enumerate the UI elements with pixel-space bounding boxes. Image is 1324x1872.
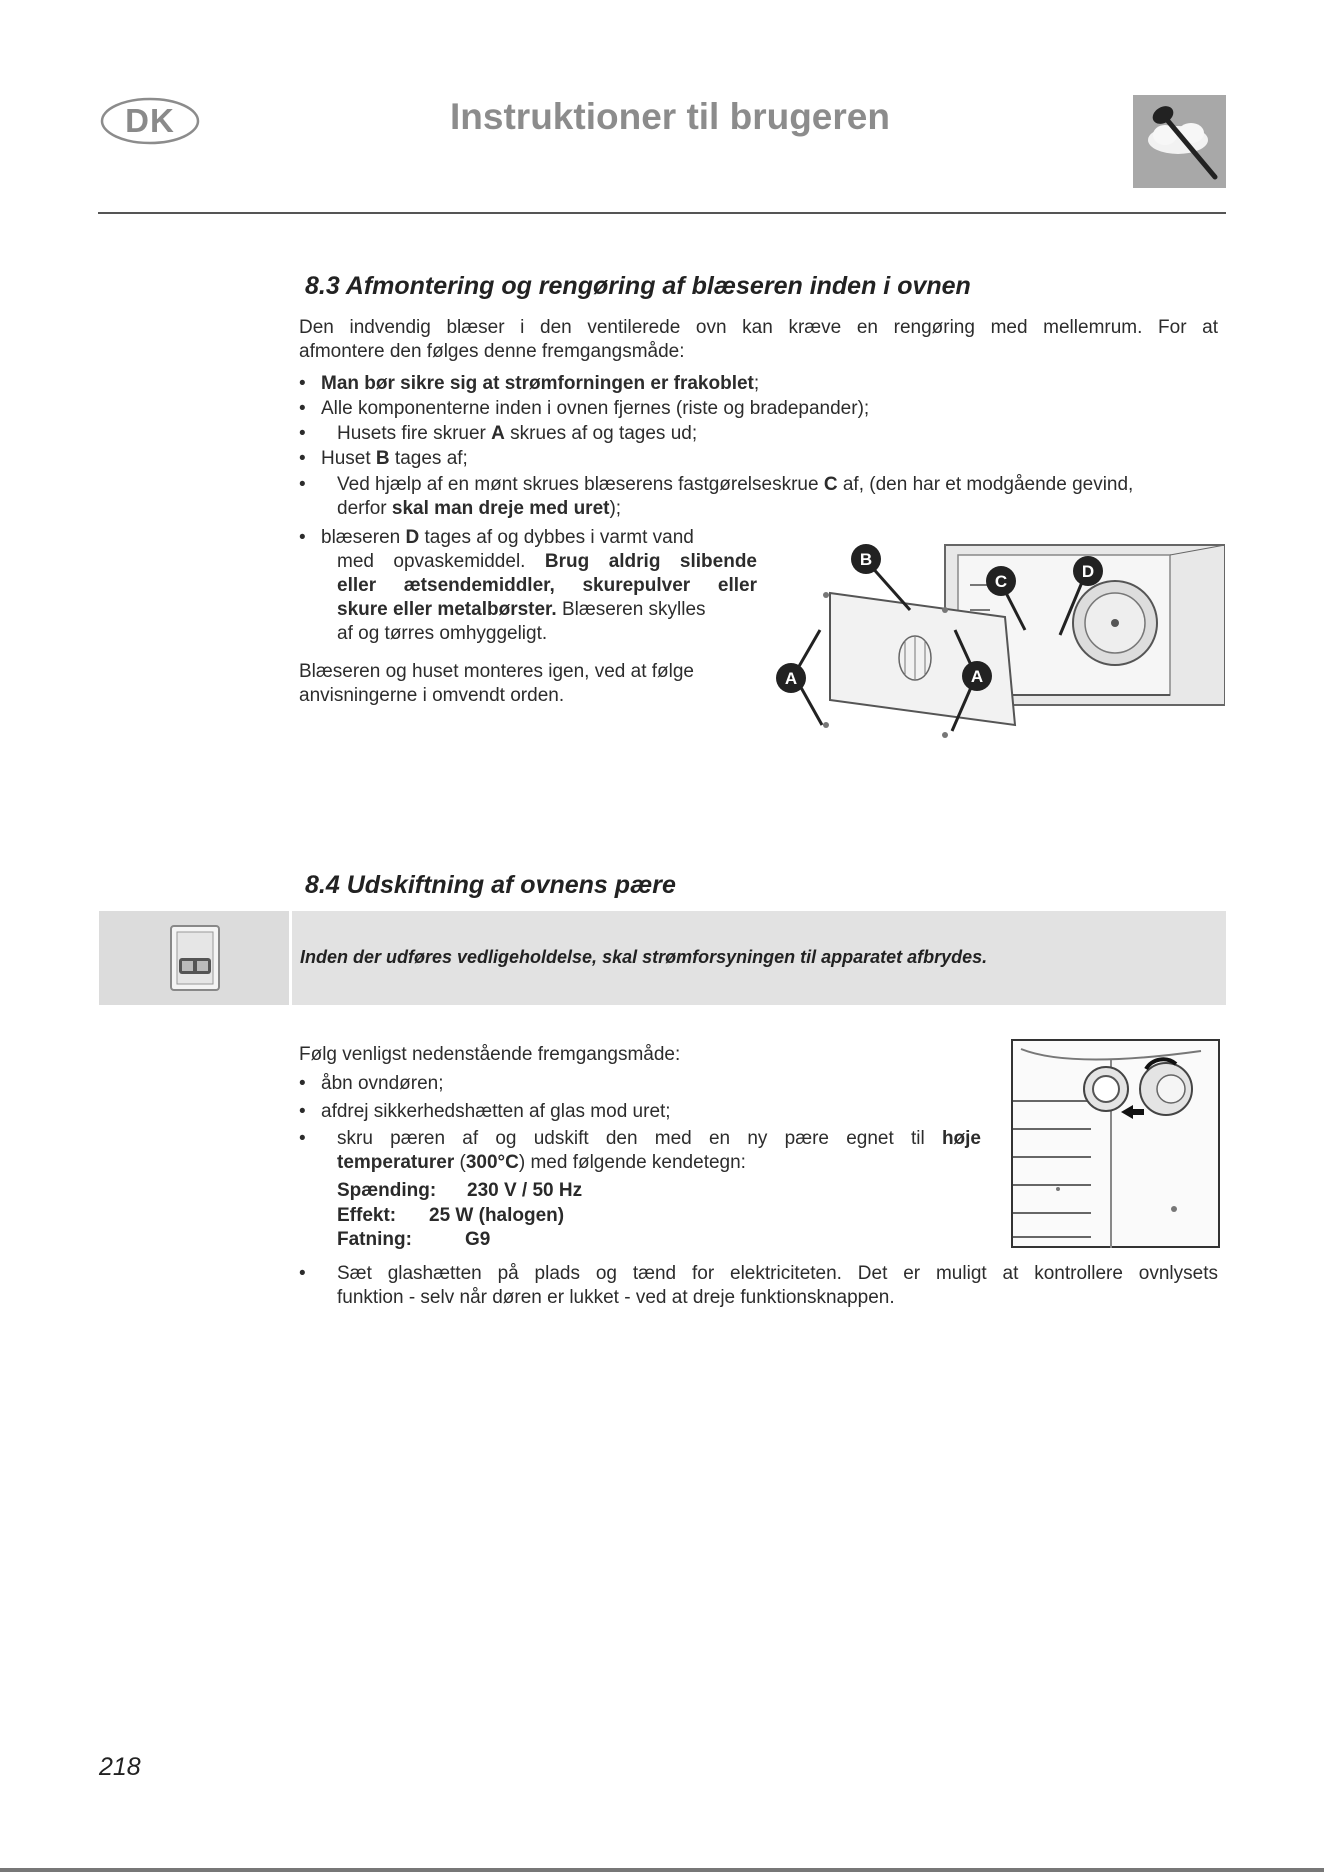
fan-removal-illustration	[770, 535, 1225, 740]
callout-label-b: B	[859, 550, 873, 569]
bulb-replacement-illustration	[1011, 1039, 1220, 1248]
list-item: • Alle komponenterne inden i ovnen fjernes (riste og bradepander);	[299, 398, 870, 419]
procedure-intro: Følg venligst nedenstående fremgangsmåde:	[299, 1044, 681, 1065]
outro-line-1: Blæseren og huset monteres igen, ved at følge	[299, 661, 695, 682]
spec-socket: Fatning: G9	[337, 1229, 491, 1250]
list-item: • Ved hjælp af en mønt skrues blæserens fastgørelseskrue C af, (den har et modgående gevind, derfor skal man dreje med uret);	[299, 474, 1134, 519]
list-item: • afdrej sikkerhedshætten af glas mod uret;	[299, 1101, 671, 1122]
header-divider	[98, 212, 1226, 214]
chef-hat-spoon-icon	[1133, 95, 1226, 188]
spec-power: Effekt: 25 W (halogen)	[337, 1205, 565, 1226]
outro-line-2: anvisningerne i omvendt orden.	[299, 685, 565, 706]
page-number: 218	[99, 1753, 141, 1781]
list-item: • Sæt glashætten på plads og tænd for elektriciteten. Det er muligt at kontrollere ovnlysets funktion - selv når døren er lukket - ved at dreje funktionsknappen.	[299, 1263, 1218, 1308]
spec-voltage: Spænding: 230 V / 50 Hz	[337, 1180, 583, 1201]
warning-text: Inden der udføres vedligeholdelse, skal strømforsyningen til apparatet afbrydes.	[300, 947, 988, 967]
footer-divider	[0, 1868, 1324, 1872]
list-item: • skru pæren af og udskift den med en ny pære egnet til høje temperaturer (300°C) med følgende kendetegn:	[299, 1128, 981, 1173]
list-item: • Huset B tages af;	[299, 448, 468, 469]
section-heading-8-4: 8.4 Udskiftning af ovnens pære	[305, 871, 676, 899]
list-item: • Husets fire skruer A skrues af og tages ud;	[299, 423, 698, 444]
list-item: • blæseren D tages af og dybbes i varmt vand med opvaskemiddel. Brug aldrig slibende eller ætsendemiddler, skurepulver eller skure eller metalbørster. Blæseren skylles af og tørres omhyggeligt.	[299, 527, 757, 644]
section-heading-8-3: 8.3 Afmontering og rengøring af blæseren inden i ovnen	[305, 272, 971, 300]
callout-label-c: C	[994, 572, 1008, 591]
callout-label-a-right: A	[970, 667, 984, 686]
intro-line-2: afmontere den følges denne fremgangsmåde:	[299, 341, 685, 362]
power-switch-icon	[167, 924, 223, 992]
language-badge: DK	[125, 102, 175, 139]
list-item: • Man bør sikre sig at strømforningen er frakoblet;	[299, 373, 760, 394]
warning-icon-cell	[99, 911, 292, 1005]
list-item: • åbn ovndøren;	[299, 1073, 444, 1094]
warning-banner	[99, 911, 1226, 1005]
page-title: Instruktioner til brugeren	[450, 96, 890, 137]
callout-label-d: D	[1081, 562, 1095, 581]
intro-line-1: Den indvendig blæser i den ventilerede ovn kan kræve en rengøring med mellemrum. For at	[299, 317, 1218, 338]
callout-label-a-left: A	[784, 669, 798, 688]
